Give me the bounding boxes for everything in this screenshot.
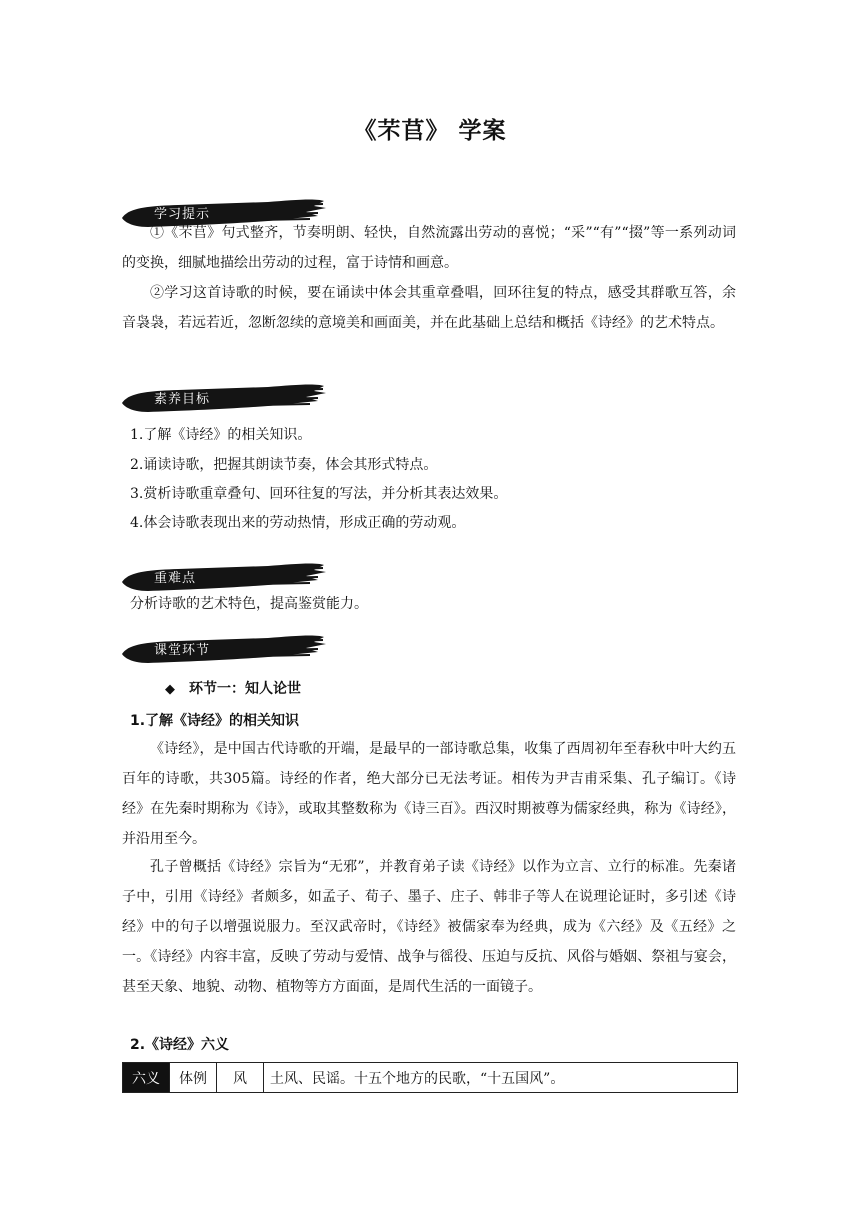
step-heading xyxy=(165,678,301,698)
brush-stroke-icon xyxy=(118,379,328,415)
goal-item: 2.诵读诗歌，把握其朗读节奏，体会其形式特点。 xyxy=(130,457,438,473)
table-cell: 六义 xyxy=(123,1063,170,1093)
table-cell: 土风、民谣。十五个地方的民歌，“十五国风”。 xyxy=(264,1063,738,1093)
key-point-text: 分析诗歌的艺术特色，提高鉴赏能力。 xyxy=(130,596,368,612)
section-label-key: 重难点 xyxy=(154,571,197,586)
brush-stroke-icon xyxy=(118,630,328,666)
section-label-class: 课堂环节 xyxy=(154,643,211,658)
table-cell: 风 xyxy=(217,1063,264,1093)
page-title: 《芣苢》 学案 xyxy=(353,118,507,144)
table-cell: 体例 xyxy=(170,1063,217,1093)
table-row xyxy=(123,1063,738,1093)
goal-item: 4.体会诗歌表现出来的劳动热情，形成正确的劳动观。 xyxy=(130,515,466,531)
body-paragraph-1: 《诗经》，是中国古代诗歌的开端，是最早的一部诗歌总集，收集了西周初年至春秋中叶大约五百年的诗歌，共305篇。诗经的作者，绝大部分已无法考证。相传为尹吉甫采集、孔子编订。《诗经》在先秦时期称为《诗》，或取其整数称为《诗三百》。西汉时期被尊为儒家经典，称为《诗经》，并沿用至今。 xyxy=(122,741,736,847)
subsection-heading-1: 1.了解《诗经》的相关知识 xyxy=(130,713,300,729)
diamond-bullet-icon: ◆ xyxy=(165,682,175,697)
section-label-tips: 学习提示 xyxy=(154,207,211,222)
goal-item: 3.赏析诗歌重章叠句、回环往复的写法，并分析其表达效果。 xyxy=(130,486,508,502)
step-heading-text: 环节一：知人论世 xyxy=(189,681,301,697)
tip-paragraph-1: ①《芣苢》句式整齐，节奏明朗、轻快，自然流露出劳动的喜悦；“采”“有”“掇”等一系列动词的变换，细腻地描绘出劳动的过程，富于诗情和画意。 xyxy=(122,225,736,271)
body-paragraph-2: 孔子曾概括《诗经》宗旨为“无邪”，并教育弟子读《诗经》以作为立言、立行的标准。先秦诸子中，引用《诗经》者颇多，如孟子、荀子、墨子、庄子、韩非子等人在说理论证时，多引述《诗经》中的句子以增强说服力。至汉武帝时，《诗经》被儒家奉为经典，成为《六经》及《五经》之一。《诗经》内容丰富，反映了劳动与爱情、战争与徭役、压迫与反抗、风俗与婚姻、祭祖与宴会，甚至天象、地貌、动物、植物等方方面面，是周代生活的一面镜子。 xyxy=(122,859,736,995)
goal-item: 1.了解《诗经》的相关知识。 xyxy=(130,427,312,443)
tip-paragraph-2: ②学习这首诗歌的时候，要在诵读中体会其重章叠唱，回环往复的特点，感受其群歌互答，余音袅袅，若远若近，忽断忽续的意境美和画面美，并在此基础上总结和概括《诗经》的艺术特点。 xyxy=(122,285,736,331)
six-meanings-table xyxy=(122,1062,738,1093)
section-banner-class xyxy=(118,630,328,666)
subsection-heading-2: 2.《诗经》六义 xyxy=(130,1037,230,1053)
section-label-goals: 素养目标 xyxy=(154,392,211,407)
section-banner-goals xyxy=(118,379,328,415)
